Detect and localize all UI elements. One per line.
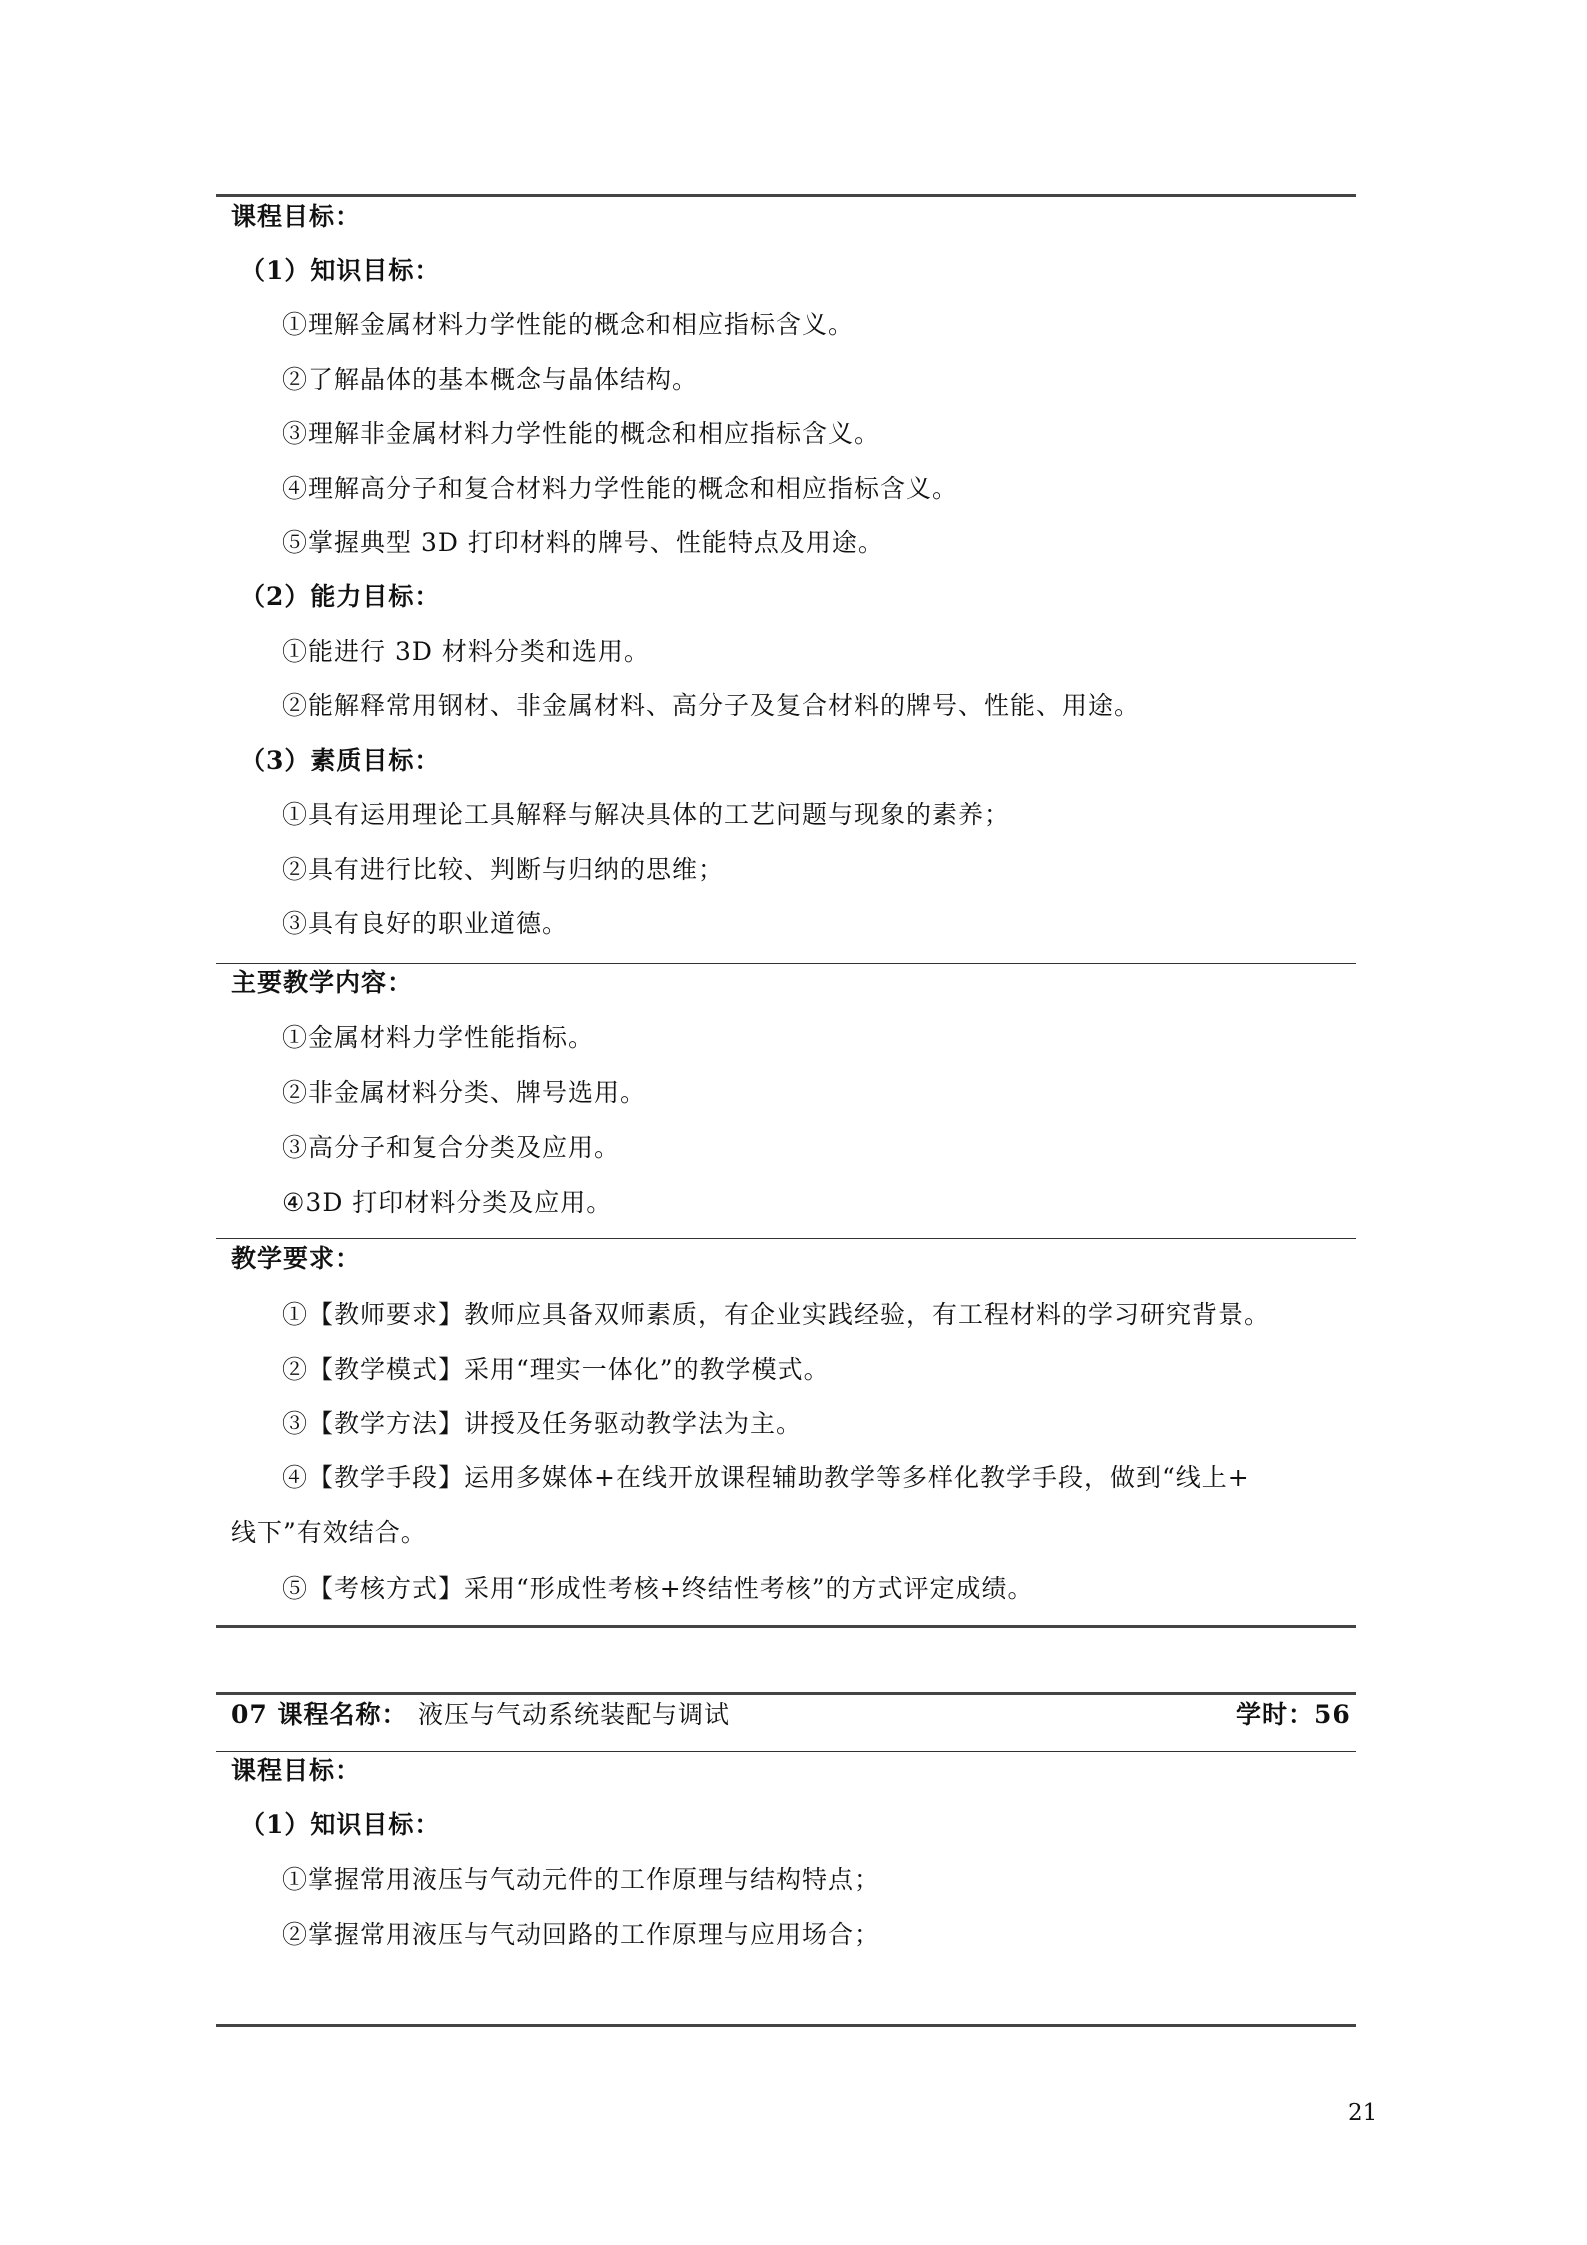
page-number: 21 <box>1348 2100 1378 2126</box>
quality-item: ①具有运用理论工具解释与解决具体的工艺问题与现象的素养； <box>282 800 1011 829</box>
knowledge-item: ③理解非金属材料力学性能的概念和相应指标含义。 <box>282 419 881 448</box>
knowledge-item: ①掌握常用液压与气动元件的工作原理与结构特点； <box>282 1865 881 1894</box>
quality-item: ③具有良好的职业道德。 <box>282 909 569 938</box>
section-start-rule <box>216 1692 1356 1695</box>
requirements-item: ④【教学手段】运用多媒体+在线开放课程辅助教学等多样化教学手段，做到“线上+ <box>282 1463 1250 1492</box>
content-heading: 主要教学内容： <box>231 968 414 997</box>
ability-item: ①能进行 3D 材料分类和选用。 <box>282 637 650 666</box>
quality-heading: （3）素质目标： <box>240 746 441 775</box>
quality-item: ②具有进行比较、判断与归纳的思维； <box>282 855 725 884</box>
course-hours: 学时：56 <box>1236 1700 1351 1729</box>
requirements-heading: 教学要求： <box>231 1244 362 1273</box>
top-rule <box>216 194 1356 197</box>
goals-heading: 课程目标： <box>231 202 362 231</box>
knowledge-item: ②掌握常用液压与气动回路的工作原理与应用场合； <box>282 1920 881 1949</box>
course-name: 液压与气动系统装配与调试 <box>418 1700 731 1729</box>
requirements-item-continuation: 线下”有效结合。 <box>231 1518 427 1547</box>
divider <box>216 963 1356 964</box>
ability-heading: （2）能力目标： <box>240 582 441 611</box>
knowledge-item: ①理解金属材料力学性能的概念和相应指标含义。 <box>282 310 855 339</box>
divider <box>216 1751 1356 1752</box>
divider <box>216 1238 1356 1239</box>
knowledge-item: ⑤掌握典型 3D 打印材料的牌号、性能特点及用途。 <box>282 528 884 557</box>
knowledge-heading: （1）知识目标： <box>240 256 441 285</box>
content-item: ④3D 打印材料分类及应用。 <box>282 1188 613 1217</box>
bottom-rule <box>216 2024 1356 2027</box>
knowledge-item: ④理解高分子和复合材料力学性能的概念和相应指标含义。 <box>282 474 959 503</box>
requirements-item: ①【教师要求】教师应具备双师素质，有企业实践经验，有工程材料的学习研究背景。 <box>282 1300 1271 1329</box>
goals-heading: 课程目标： <box>231 1756 362 1785</box>
content-item: ②非金属材料分类、牌号选用。 <box>282 1078 647 1107</box>
content-item: ③高分子和复合分类及应用。 <box>282 1133 621 1162</box>
knowledge-heading: （1）知识目标： <box>240 1810 441 1839</box>
content-item: ①金属材料力学性能指标。 <box>282 1023 595 1052</box>
section-end-rule <box>216 1625 1356 1628</box>
knowledge-item: ②了解晶体的基本概念与晶体结构。 <box>282 365 699 394</box>
requirements-item: ⑤【考核方式】采用“形成性考核+终结性考核”的方式评定成绩。 <box>282 1574 1034 1603</box>
course-label: 07 课程名称： <box>231 1700 408 1729</box>
ability-item: ②能解释常用钢材、非金属材料、高分子及复合材料的牌号、性能、用途。 <box>282 691 1141 720</box>
requirements-item: ③【教学方法】讲授及任务驱动教学法为主。 <box>282 1409 803 1438</box>
requirements-item: ②【教学模式】采用“理实一体化”的教学模式。 <box>282 1355 830 1384</box>
